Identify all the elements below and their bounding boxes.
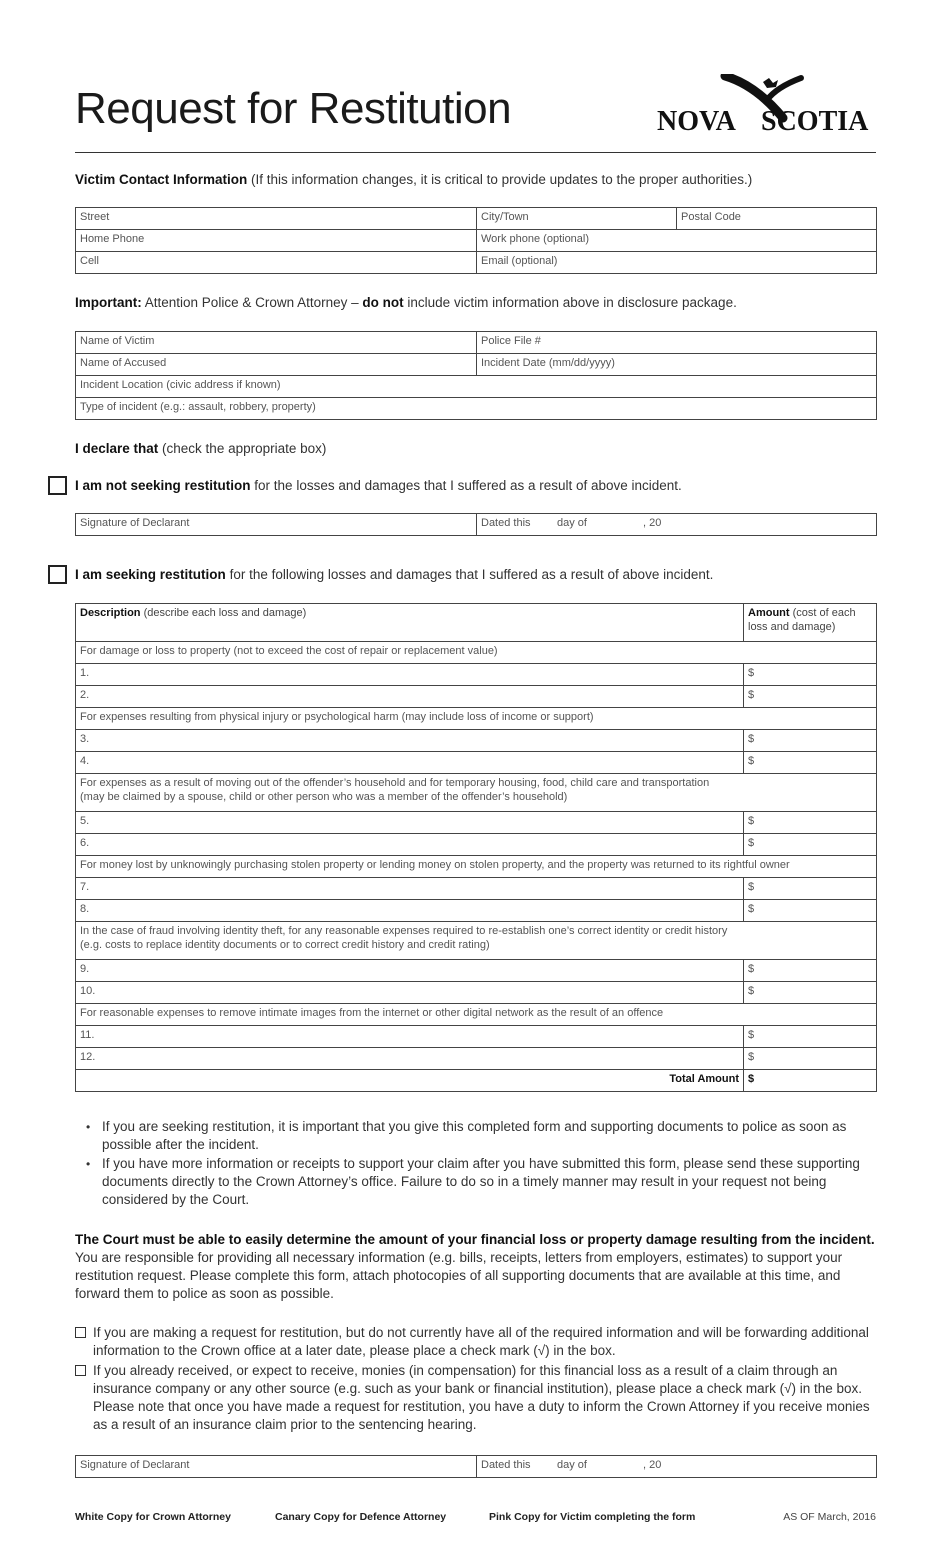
bullet-item: • If you are seeking restitution, it is important that you give this completed form and supporting documents to police as soon as possible after the incident. — [86, 1118, 866, 1154]
compensation-checkbox[interactable] — [75, 1365, 86, 1376]
description-header: Description (describe each loss and damage) — [76, 604, 744, 642]
additional-info-checkbox[interactable] — [75, 1327, 86, 1338]
loss-amount-field[interactable]: $ — [744, 686, 877, 708]
section-heading: For expenses as a result of moving out of the offender’s household and for temporary housing, food, child care and transportation (may be claimed by a spouse, child or other person who was a member of the offender’s household) — [76, 774, 877, 812]
table-row — [76, 900, 877, 922]
signature-field-2[interactable]: Signature of Declarant — [76, 1456, 477, 1478]
declare-heading: I declare that (check the appropriate box) — [75, 441, 327, 456]
logo-text-scotia: SCOTIA — [761, 106, 869, 136]
total-amount-label: Total Amount — [76, 1070, 744, 1092]
header-divider — [75, 152, 876, 153]
restitution-table — [75, 603, 877, 1092]
not-seeking-label: I am not seeking restitution for the losses and damages that I suffered as a result of above incident. — [75, 478, 682, 493]
table-row — [76, 834, 877, 856]
work-phone-field[interactable]: Work phone (optional) — [477, 230, 877, 252]
city-field[interactable]: City/Town — [477, 208, 677, 230]
loss-amount-field[interactable]: $ — [744, 664, 877, 686]
seeking-label: I am seeking restitution for the following losses and damages that I suffered as a result of above incident. — [75, 567, 714, 582]
amount-header: Amount (cost of each loss and damage) — [744, 604, 877, 642]
footer-white-copy: White Copy for Crown Attorney — [75, 1511, 231, 1523]
seeking-checkbox[interactable] — [48, 565, 67, 584]
bullet-item: • If you have more information or receipts to support your claim after you have submitted this form, please send these supporting documents directly to the Crown Attorney’s office. Failure to do so in a timely manner may result in your request not being considered by the Court. — [86, 1155, 866, 1209]
footer-date: AS OF March, 2016 — [783, 1511, 876, 1523]
signature-table-1 — [75, 513, 877, 536]
loss-description-field[interactable]: 9. — [76, 960, 744, 982]
loss-description-field[interactable]: 5. — [76, 812, 744, 834]
victim-contact-table — [75, 207, 877, 274]
info-bullets — [86, 1118, 866, 1210]
loss-description-field[interactable]: 8. — [76, 900, 744, 922]
nova-scotia-logo — [655, 74, 877, 136]
dated-field-2[interactable]: Dated this day of , 20 — [477, 1456, 877, 1478]
loss-amount-field[interactable]: $ — [744, 834, 877, 856]
footer-pink-copy: Pink Copy for Victim completing the form — [489, 1511, 696, 1523]
table-row — [76, 982, 877, 1004]
check-item-2 — [75, 1362, 876, 1434]
loss-amount-field[interactable]: $ — [744, 730, 877, 752]
loss-amount-field[interactable]: $ — [744, 982, 877, 1004]
section-heading: For expenses resulting from physical injury or psychological harm (may include loss of income or support) — [76, 708, 877, 730]
check-item-1 — [75, 1324, 876, 1360]
section-heading: For money lost by unknowingly purchasing stolen property or lending money on stolen property, and the property was returned to its rightful owner — [76, 856, 877, 878]
street-field[interactable]: Street — [76, 208, 477, 230]
loss-description-field[interactable]: 12. — [76, 1048, 744, 1070]
table-row — [76, 1026, 877, 1048]
logo-text-nova: NOVA — [657, 106, 736, 136]
loss-description-field[interactable]: 3. — [76, 730, 744, 752]
dated-field-1[interactable]: Dated this day of , 20 — [477, 514, 877, 536]
victim-name-field[interactable]: Name of Victim — [76, 332, 477, 354]
loss-amount-field[interactable]: $ — [744, 752, 877, 774]
table-row — [76, 878, 877, 900]
incident-location-field[interactable]: Incident Location (civic address if known) — [76, 376, 877, 398]
loss-amount-field[interactable]: $ — [744, 878, 877, 900]
table-row — [76, 812, 877, 834]
loss-description-field[interactable]: 6. — [76, 834, 744, 856]
section-heading: For damage or loss to property (not to exceed the cost of repair or replacement value) — [76, 642, 877, 664]
section-heading: For reasonable expenses to remove intimate images from the internet or other digital network as the result of an offence — [76, 1004, 877, 1026]
table-row — [76, 664, 877, 686]
table-row — [76, 752, 877, 774]
total-amount-field[interactable]: $ — [744, 1070, 877, 1092]
signature-table-2 — [75, 1455, 877, 1478]
loss-amount-field[interactable]: $ — [744, 1026, 877, 1048]
table-row — [76, 1048, 877, 1070]
police-file-field[interactable]: Police File # — [477, 332, 877, 354]
signature-field-1[interactable]: Signature of Declarant — [76, 514, 477, 536]
loss-amount-field[interactable]: $ — [744, 812, 877, 834]
incident-date-field[interactable]: Incident Date (mm/dd/yyyy) — [477, 354, 877, 376]
important-notice: Important: Attention Police & Crown Attorney – do not include victim information above in disclosure package. — [75, 295, 737, 310]
page-title: Request for Restitution — [75, 84, 512, 133]
loss-description-field[interactable]: 10. — [76, 982, 744, 1004]
check-item-text: If you already received, or expect to receive, monies (in compensation) for this financial loss as a result of a claim through an insurance company or any other source (e.g. such as your bank or financial institution), please place a check mark (√) in the box. Please note that once you have made a request for restitution, you have a duty to inform the Crown Attorney if you receive monies as a result of an insurance claim prior to the sentencing hearing. — [93, 1363, 870, 1432]
check-item-text: If you are making a request for restitution, but do not currently have all of the required information and will be forwarding additional information to the Crown office at a later date, please place a check mark (√) in the box. — [93, 1325, 869, 1358]
loss-description-field[interactable]: 11. — [76, 1026, 744, 1048]
not-seeking-checkbox[interactable] — [48, 476, 67, 495]
loss-amount-field[interactable]: $ — [744, 900, 877, 922]
incident-table — [75, 331, 877, 420]
cell-field[interactable]: Cell — [76, 252, 477, 274]
loss-description-field[interactable]: 2. — [76, 686, 744, 708]
table-row — [76, 960, 877, 982]
section-heading: In the case of fraud involving identity theft, for any reasonable expenses required to re-establish one’s correct identity or credit history (e.g. costs to replace identity documents or to correct credit history and credit rating) — [76, 922, 877, 960]
email-field[interactable]: Email (optional) — [477, 252, 877, 274]
loss-description-field[interactable]: 4. — [76, 752, 744, 774]
incident-type-field[interactable]: Type of incident (e.g.: assault, robbery, property) — [76, 398, 877, 420]
postal-code-field[interactable]: Postal Code — [677, 208, 877, 230]
table-row — [76, 730, 877, 752]
table-row — [76, 686, 877, 708]
accused-name-field[interactable]: Name of Accused — [76, 354, 477, 376]
loss-amount-field[interactable]: $ — [744, 1048, 877, 1070]
loss-amount-field[interactable]: $ — [744, 960, 877, 982]
loss-description-field[interactable]: 1. — [76, 664, 744, 686]
victim-contact-heading: Victim Contact Information (If this information changes, it is critical to provide updates to the proper authorities.) — [75, 172, 753, 187]
home-phone-field[interactable]: Home Phone — [76, 230, 477, 252]
footer-canary-copy: Canary Copy for Defence Attorney — [275, 1511, 447, 1523]
court-notice: The Court must be able to easily determine the amount of your financial loss or property damage resulting from the incident. You are responsible for providing all necessary information (e.g. bills, receipts, letters from employers, estimates) to support your restitution request. Please complete this form, attach photocopies of all supporting documents that are available at this time, and forward them to police as soon as possible. — [75, 1232, 875, 1301]
loss-description-field[interactable]: 7. — [76, 878, 744, 900]
